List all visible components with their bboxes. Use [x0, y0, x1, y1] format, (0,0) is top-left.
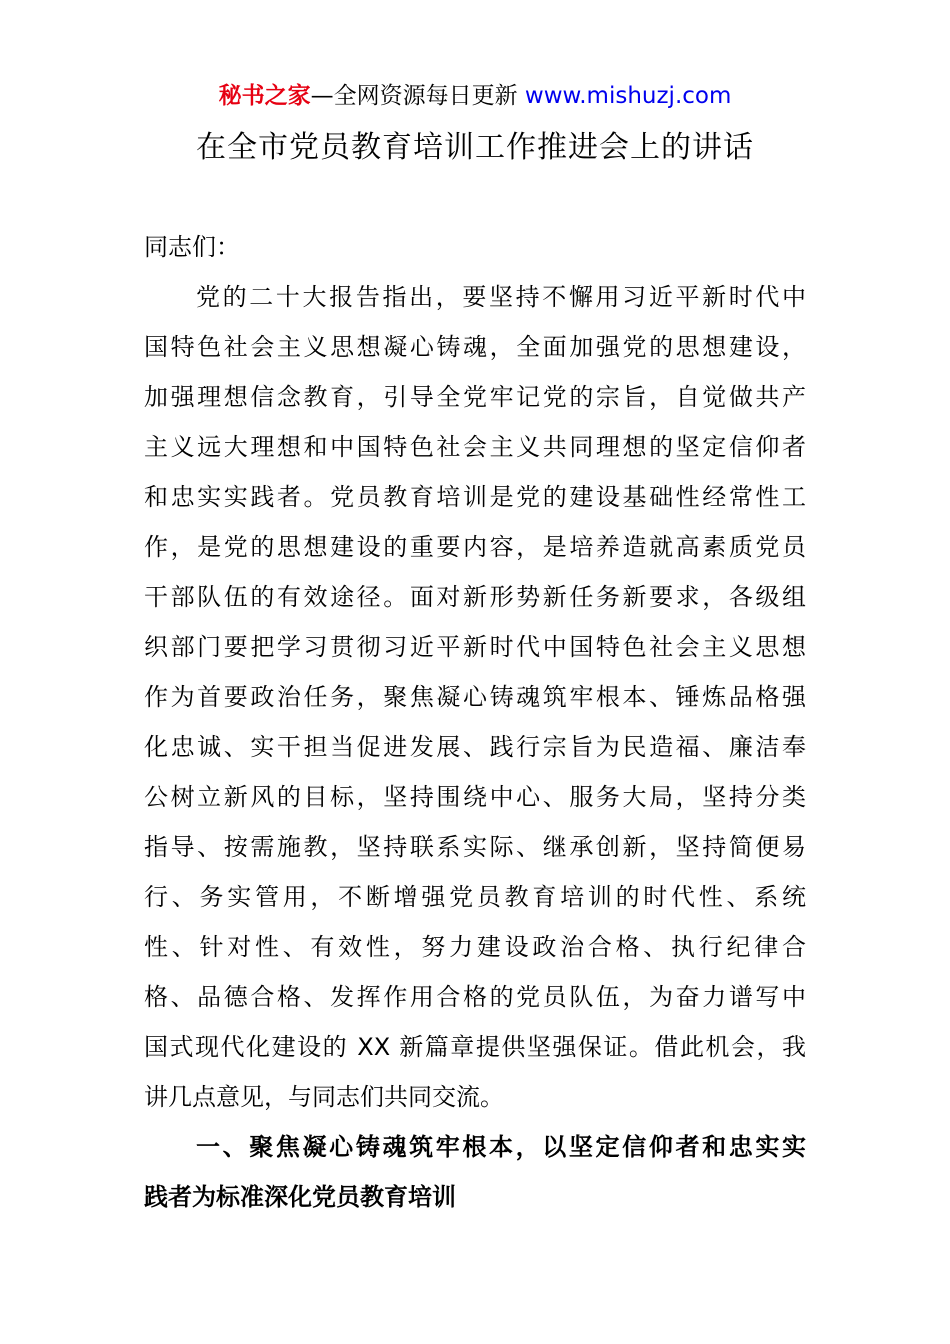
paragraph-line: 作为首要政治任务，聚焦凝心铸魂筑牢根本、锤炼品格强	[144, 683, 806, 711]
paragraph-line: 干部队伍的有效途径。面对新形势新任务新要求，各级组	[144, 583, 806, 611]
site-tagline: —全网资源每日更新	[310, 83, 525, 109]
section-heading-line: 一、聚焦凝心铸魂筑牢根本，以坚定信仰者和忠实实	[196, 1133, 806, 1161]
paragraph-1	[144, 272, 806, 1122]
paragraph-line: 党的二十大报告指出，要坚持不懈用习近平新时代中	[196, 283, 806, 311]
section-heading-line: 践者为标准深化党员教育培训	[144, 1183, 456, 1211]
paragraph-line: 国特色社会主义思想凝心铸魂，全面加强党的思想建设，	[144, 333, 806, 361]
section-1-heading	[144, 1122, 806, 1222]
paragraph-line: 讲几点意见，与同志们共同交流。	[144, 1083, 504, 1111]
document-body	[144, 222, 806, 1222]
paragraph-line: 织部门要把学习贯彻习近平新时代中国特色社会主义思想	[144, 633, 806, 661]
site-header	[0, 80, 950, 112]
document-title: 在全市党员教育培训工作推进会上的讲话	[196, 130, 754, 165]
salutation: 同志们：	[144, 233, 240, 261]
paragraph-line: 作，是党的思想建设的重要内容，是培养造就高素质党员	[144, 533, 806, 561]
paragraph-line: 格、品德合格、发挥作用合格的党员队伍，为奋力谱写中	[144, 983, 806, 1011]
paragraph-line: 行、务实管用，不断增强党员教育培训的时代性、系统	[144, 883, 806, 911]
paragraph-line: 化忠诚、实干担当促进发展、践行宗旨为民造福、廉洁奉	[144, 733, 806, 761]
paragraph-line: 国式现代化建设的 XX 新篇章提供坚强保证。借此机会，我	[144, 1033, 806, 1061]
paragraph-line: 主义远大理想和中国特色社会主义共同理想的坚定信仰者	[144, 433, 806, 461]
paragraph-line: 指导、按需施教，坚持联系实际、继承创新，坚持简便易	[144, 833, 806, 861]
site-brand: 秘书之家	[218, 83, 311, 109]
site-url-link[interactable]: www.mishuzj.com	[524, 83, 732, 109]
paragraph-line: 和忠实实践者。党员教育培训是党的建设基础性经常性工	[144, 483, 806, 511]
paragraph-line: 加强理想信念教育，引导全党牢记党的宗旨，自觉做共产	[144, 383, 806, 411]
paragraph-line: 性、针对性、有效性，努力建设政治合格、执行纪律合	[144, 933, 806, 961]
paragraph-line: 公树立新风的目标，坚持围绕中心、服务大局，坚持分类	[144, 783, 806, 811]
